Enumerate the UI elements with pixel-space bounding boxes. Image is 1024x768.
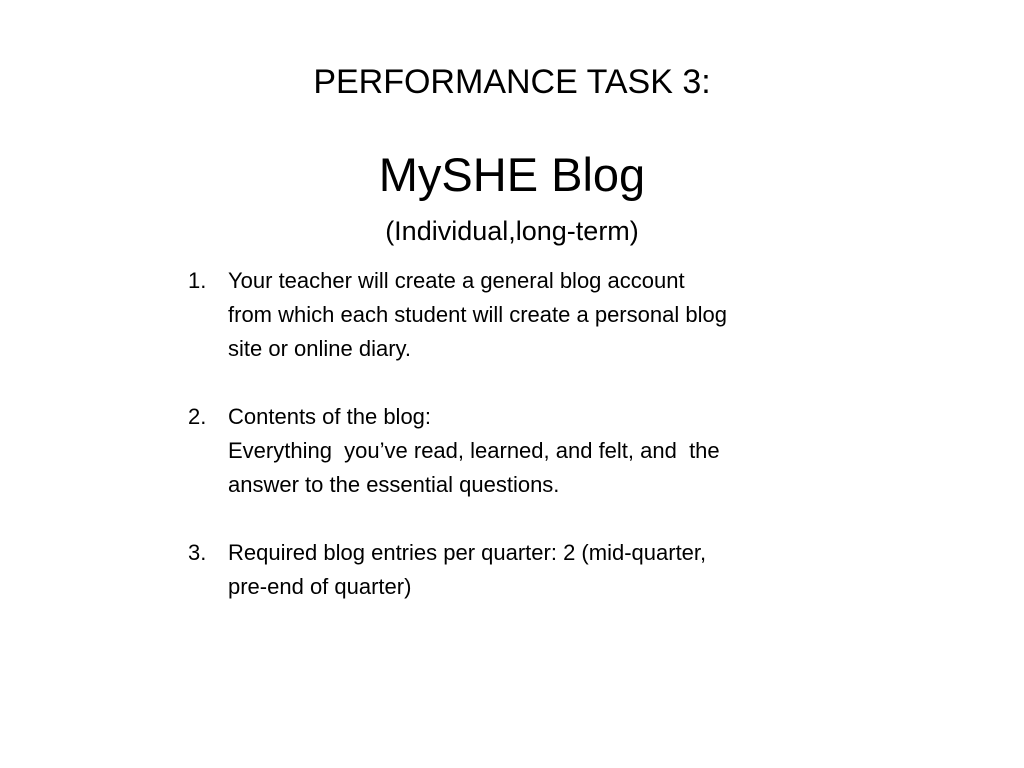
task-list — [188, 264, 868, 604]
item-line: Everything you’ve read, learned, and felt, and the — [228, 438, 720, 463]
item-number: 1. — [188, 268, 207, 293]
item-line: site or online diary. — [228, 336, 412, 361]
task-item-3 — [188, 536, 868, 604]
item-line: Your teacher will create a general blog account — [228, 268, 685, 293]
task-item-2 — [188, 400, 868, 502]
item-line: from which each student will create a personal blog — [228, 302, 727, 327]
item-number: 3. — [188, 540, 207, 565]
item-line: answer to the essential questions. — [228, 472, 560, 497]
item-number: 2. — [188, 404, 207, 429]
task-item-1 — [188, 264, 868, 366]
slide-subtitle-note: (Individual,long-term) — [385, 216, 639, 246]
item-line: pre-end of quarter) — [228, 574, 412, 599]
slide-title: PERFORMANCE TASK 3: — [313, 63, 711, 101]
item-line: Contents of the blog: — [228, 404, 432, 429]
item-line: Required blog entries per quarter: 2 (mid-quarter, — [228, 540, 707, 565]
slide-subtitle: MySHE Blog — [378, 148, 646, 201]
